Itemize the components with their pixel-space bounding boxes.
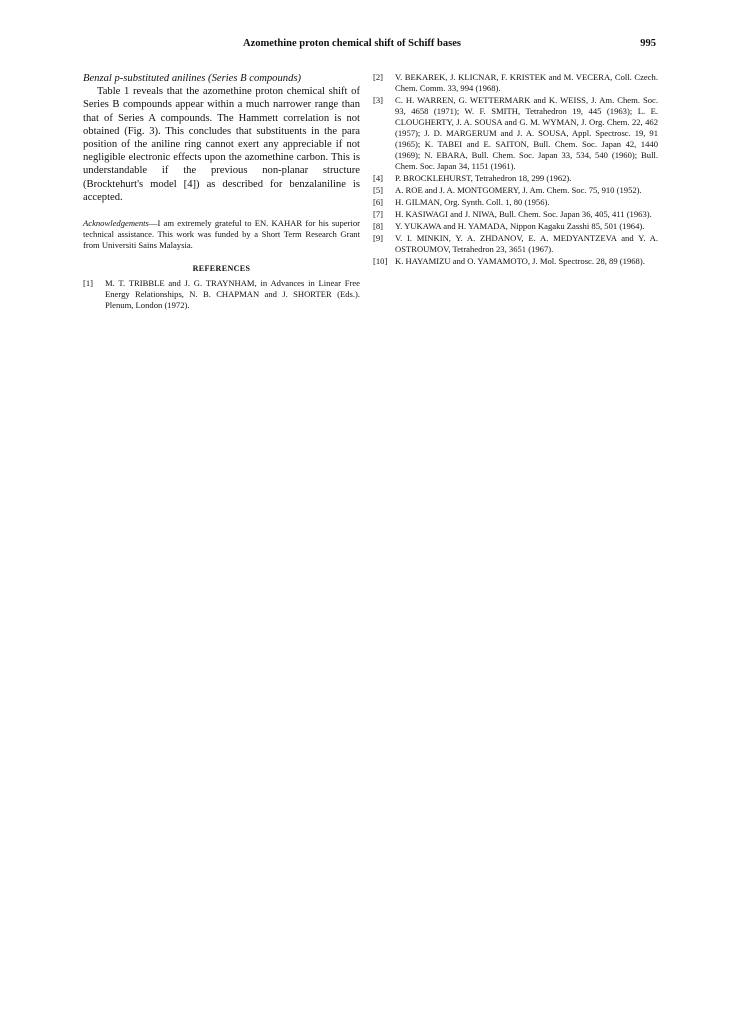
- reference-number: [2]: [373, 72, 384, 82]
- reference-text: C. H. WARREN, G. WETTERMARK and K. WEISS, J. Am. Chem. Soc. 93, 4658 (1971); W. F. SMITH, Tetrahedron 19, 445 (1963); L. E. CLOUGHERTY, J. A. SOUSA and G. M. WYMAN, J. Org. Chem. 22, 462 (1957); J. D. MARGERUM and J. A. SOUSA, Appl. Spectrosc. 19, 91 (1965); K. TABEI and E. SAITON, Bull. Chem. Soc. Japan 42, 1440 (1969); N. EBARA, Bull. Chem. Soc. Japan 33, 534, 540 (1960); Bull. Chem. Soc. Japan 34, 1151 (1961).: [395, 95, 658, 171]
- reference-number: [6]: [373, 197, 384, 207]
- reference-number: [5]: [373, 185, 384, 195]
- reference-number: [7]: [373, 209, 384, 219]
- reference-number: [3]: [373, 95, 384, 105]
- reference-text: K. HAYAMIZU and O. YAMAMOTO, J. Mol. Spectrosc. 28, 89 (1968).: [395, 256, 645, 266]
- right-column: [373, 72, 658, 268]
- reference-item: [373, 185, 658, 196]
- reference-item: [373, 233, 658, 255]
- reference-number: [4]: [373, 173, 384, 183]
- reference-number: [10]: [373, 256, 388, 266]
- page-header: [83, 38, 656, 54]
- reference-item: [373, 72, 658, 94]
- body-paragraph: Table 1 reveals that the azomethine proton chemical shift of Series B compounds appear within a much narrower range than that of Series A compounds. The Hammett correlation is not obtained (Fig. 3). This concludes that substituents in the para position of the aniline ring cannot exert any appreciable if not negligible electronic effects upon the azomethine carbon. This is understandable if the previous non-planar structure (Brocktehurt's model [4]) as described for benzalaniline is accepted.: [83, 86, 360, 203]
- reference-text: V. BEKAREK, J. KLICNAR, F. KRISTEK and M. VECERA, Coll. Czech. Chem. Comm. 33, 994 (1968).: [395, 72, 658, 93]
- reference-item: [83, 278, 360, 311]
- reference-item: [373, 197, 658, 208]
- reference-item: [373, 256, 658, 267]
- reference-number: [9]: [373, 233, 384, 243]
- reference-item: [373, 209, 658, 220]
- section-heading: Benzal p-substituted anilines (Series B compounds): [83, 73, 302, 84]
- reference-text: H. KASIWAGI and J. NIWA, Bull. Chem. Soc. Japan 36, 405, 411 (1963).: [395, 209, 652, 219]
- reference-text: V. I. MINKIN, Y. A. ZHDANOV, E. A. MEDYANTZEVA and Y. A. OSTROUMOV, Tetrahedron 23, 3651 (1967).: [395, 233, 658, 254]
- reference-text: Y. YUKAWA and H. YAMADA, Nippon Kagaku Zasshi 85, 501 (1964).: [395, 221, 645, 231]
- references-title: REFERENCES: [192, 264, 251, 274]
- acknowledgements: [83, 218, 360, 251]
- reference-item: [373, 221, 658, 232]
- left-column: [83, 72, 360, 312]
- reference-item: [373, 173, 658, 184]
- acknowledgements-text: —I am extremely grateful to EN. KAHAR for his superior technical assistance. This work was funded by a Short Term Research Grant from Universiti Sains Malaysia.: [83, 218, 360, 251]
- reference-item: [373, 95, 658, 172]
- reference-text: H. GILMAN, Org. Synth. Coll. 1, 80 (1956).: [395, 197, 550, 207]
- running-title: Azomethine proton chemical shift of Schiff bases: [243, 38, 461, 49]
- reference-text: A. ROE and J. A. MONTGOMERY, J. Am. Chem. Soc. 75, 910 (1952).: [395, 185, 642, 195]
- acknowledgements-heading: Acknowledgements: [83, 218, 149, 229]
- reference-number: [8]: [373, 221, 384, 231]
- reference-text: M. T. TRIBBLE and J. G. TRAYNHAM, in Advances in Linear Free Energy Relationships, N. B. CHAPMAN and J. SHORTER (Eds.). Plenum, London (1972).: [105, 278, 360, 311]
- page-number: 995: [640, 38, 656, 49]
- reference-text: P. BROCKLEHURST, Tetrahedron 18, 299 (1962).: [395, 173, 572, 183]
- reference-number: [1]: [83, 278, 94, 289]
